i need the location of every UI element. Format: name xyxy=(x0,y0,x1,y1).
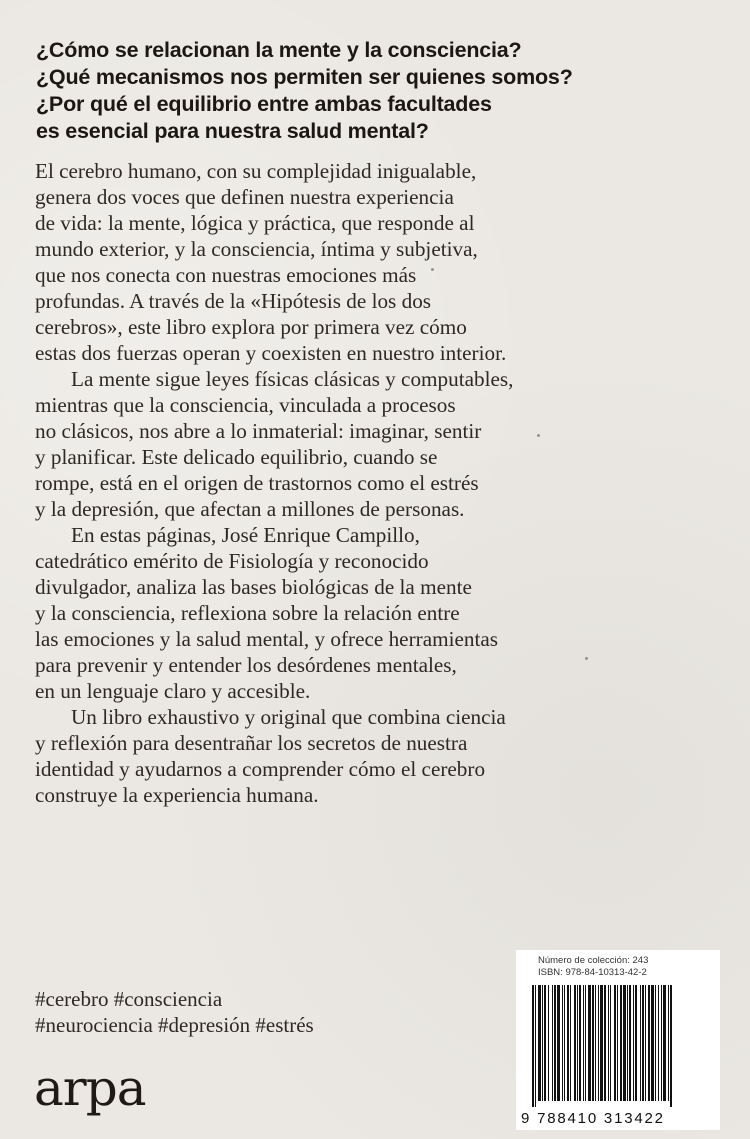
barcode-bar xyxy=(538,985,541,1101)
text-line: de vida: la mente, lógica y práctica, que responde al xyxy=(35,211,475,235)
question-line: ¿Cómo se relacionan la mente y la consciencia? xyxy=(36,38,522,62)
paper-speck xyxy=(537,434,540,437)
text-line: construye la experiencia humana. xyxy=(35,783,319,807)
barcode-bar xyxy=(552,985,553,1101)
synopsis-paragraph-4 xyxy=(35,704,735,808)
barcode-bar xyxy=(635,985,637,1101)
barcode-bar xyxy=(544,985,546,1101)
text-line: para prevenir y entender los desórdenes mentales, xyxy=(35,653,457,677)
barcode-bar xyxy=(663,985,666,1101)
question-line: ¿Qué mecanismos nos permiten ser quienes somos? xyxy=(36,65,573,89)
barcode-bar xyxy=(567,985,569,1101)
synopsis-paragraph-3 xyxy=(35,522,735,704)
synopsis xyxy=(35,158,735,808)
text-line: y la depresión, que afectan a millones de personas. xyxy=(35,497,465,521)
barcode-bar xyxy=(532,985,534,1107)
barcode-digits: 9 788410 313422 xyxy=(521,1110,665,1127)
text-line: La mente sigue leyes físicas clásicas y computables, xyxy=(71,367,514,391)
barcode-bar xyxy=(548,985,549,1101)
text-line: El cerebro humano, con su complejidad inigualable, xyxy=(35,159,477,183)
text-line: que nos conecta con nuestras emociones más xyxy=(35,263,417,287)
barcode-bar xyxy=(623,985,626,1101)
barcode-bar xyxy=(570,985,571,1101)
barcode-bar xyxy=(651,985,654,1101)
barcode-bar xyxy=(554,985,556,1101)
text-line: rompe, está en el origen de trastornos como el estrés xyxy=(35,471,479,495)
hashtags xyxy=(35,987,314,1038)
hashtag-line: #cerebro #consciencia xyxy=(35,987,223,1011)
barcode-bar xyxy=(620,985,622,1101)
barcode-bar xyxy=(658,985,659,1101)
barcode-bar xyxy=(535,985,536,1107)
barcode-bar xyxy=(588,985,591,1101)
text-line: y planificar. Este delicado equilibrio, cuando se xyxy=(35,445,438,469)
barcode-bar xyxy=(645,985,646,1101)
barcode-bar xyxy=(577,985,578,1101)
barcode-bar xyxy=(610,985,611,1101)
barcode-bar xyxy=(579,985,581,1101)
barcode-bar xyxy=(592,985,594,1101)
barcode-bar xyxy=(633,985,634,1101)
barcode-bar xyxy=(585,985,586,1101)
barcode-bar xyxy=(617,985,618,1101)
synopsis-paragraph-2 xyxy=(35,366,735,522)
barcode-bar xyxy=(640,985,641,1101)
barcode-bar xyxy=(598,985,599,1101)
barcode-bar xyxy=(642,985,644,1101)
questions-block xyxy=(36,37,716,145)
barcode-bar xyxy=(648,985,650,1101)
barcode-bar xyxy=(557,985,560,1101)
hashtag-line: #neurociencia #depresión #estrés xyxy=(35,1012,314,1037)
text-line: en un lenguaje claro y accesible. xyxy=(35,679,311,703)
barcode-bar xyxy=(564,985,565,1101)
barcode-bar xyxy=(614,985,616,1101)
question-line: ¿Por qué el equilibrio entre ambas facultades xyxy=(36,92,492,116)
barcode-bar xyxy=(595,985,596,1101)
text-line: cerebros», este libro explora por primera vez cómo xyxy=(35,315,467,339)
barcode-bar xyxy=(627,985,628,1101)
barcode-bar xyxy=(661,985,662,1101)
barcode-bar xyxy=(629,985,631,1101)
text-line: profundas. A través de la «Hipótesis de los dos xyxy=(35,289,432,313)
barcode-bar xyxy=(608,985,609,1101)
barcode-bar xyxy=(670,985,672,1107)
paper-speck xyxy=(431,268,434,271)
text-line: no clásicos, nos abre a lo inmaterial: imaginar, sentir xyxy=(35,419,482,443)
text-line: genera dos voces que definen nuestra experiencia xyxy=(35,185,454,209)
text-line: divulgador, analiza las bases biológicas de la mente xyxy=(35,575,472,599)
text-line: estas dos fuerzas operan y coexisten en nuestro interior. xyxy=(35,341,507,365)
text-line: catedrático emérito de Fisiología y reconocido xyxy=(35,549,429,573)
paper-speck xyxy=(585,657,588,660)
question-line: es esencial para nuestra salud mental? xyxy=(36,119,429,143)
barcode-meta xyxy=(538,955,648,979)
barcode-bar xyxy=(600,985,603,1101)
barcode-bar xyxy=(542,985,543,1101)
text-line: y reflexión para desentrañar los secretos de nuestra xyxy=(35,731,468,755)
text-line: Un libro exhaustivo y original que combina ciencia xyxy=(71,705,506,729)
text-line: mientras que la consciencia, vinculada a procesos xyxy=(35,393,456,417)
barcode-bar xyxy=(668,985,669,1101)
text-line: las emociones y la salud mental, y ofrece herramientas xyxy=(35,627,499,651)
isbn-text: ISBN: 978-84-10313-42-2 xyxy=(538,967,647,978)
barcode-bar xyxy=(604,985,606,1101)
text-line: y la consciencia, reflexiona sobre la relación entre xyxy=(35,601,460,625)
barcode-bar xyxy=(562,985,563,1101)
barcode-icon xyxy=(530,985,716,1107)
text-line: mundo exterior, y la consciencia, íntima y subjetiva, xyxy=(35,237,478,261)
barcode-bar xyxy=(574,985,576,1101)
barcode-bar xyxy=(583,985,584,1101)
publisher-logo: arpa xyxy=(34,1059,146,1117)
text-line: En estas páginas, José Enrique Campillo, xyxy=(71,523,420,547)
barcode-bar xyxy=(655,985,656,1101)
collection-number: Número de colección: 243 xyxy=(538,955,649,966)
text-line: identidad y ayudarnos a comprender cómo el cerebro xyxy=(35,757,486,781)
synopsis-paragraph-1 xyxy=(35,158,735,366)
